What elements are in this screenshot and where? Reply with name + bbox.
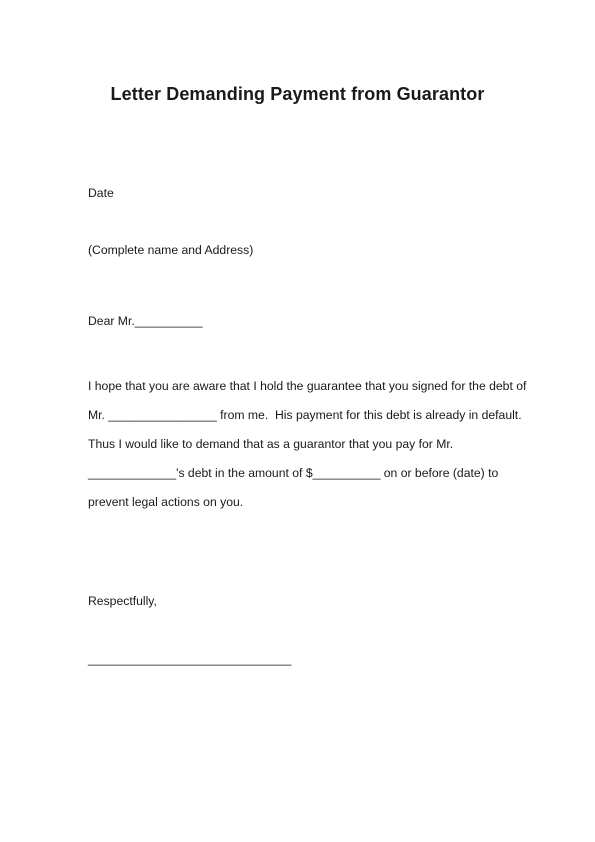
salutation: Dear Mr.__________ (88, 314, 203, 328)
signature-line: ______________________________ (88, 652, 292, 666)
body-line: I hope that you are aware that I hold the guarantee that you signed for the debt of (88, 379, 527, 393)
date-field: Date (88, 186, 114, 200)
body-line: _____________'s debt in the amount of $__________ on or before (date) to (88, 466, 499, 480)
closing: Respectfully, (88, 594, 157, 608)
recipient-address-placeholder: (Complete name and Address) (88, 243, 254, 257)
body-line: Thus I would like to demand that as a guarantor that you pay for Mr. (88, 437, 454, 451)
document-title: Letter Demanding Payment from Guarantor (110, 84, 485, 104)
body-line: prevent legal actions on you. (88, 495, 244, 509)
body-line: Mr. ________________ from me. His payment for this debt is already in default. (88, 408, 522, 422)
